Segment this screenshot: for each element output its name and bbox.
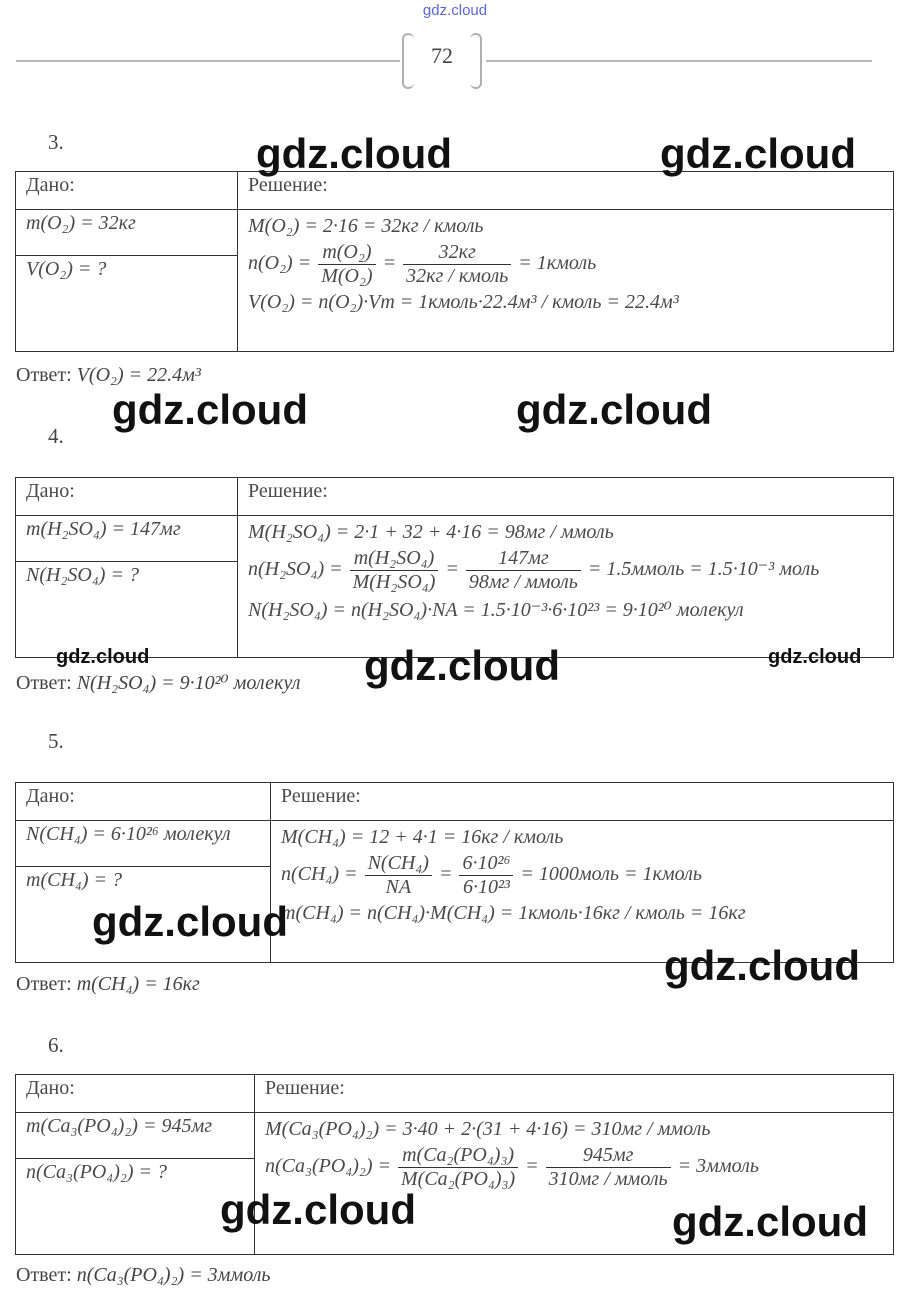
answer-line: Ответ: m(CH₄) = 16кг xyxy=(16,973,200,995)
solution-line: M(CH₄) = 12 + 4·1 = 16кг / кмоль xyxy=(281,826,564,848)
problem-number: 6. xyxy=(48,1033,64,1057)
unknown-value: N(H₂SO₄) = ? xyxy=(16,562,238,658)
site-logo: gdz.cloud xyxy=(422,2,488,19)
watermark: gdz.cloud xyxy=(660,130,856,177)
answer-line: Ответ: n(Ca₃(PO₄)₂) = 3ммоль xyxy=(16,1264,271,1286)
given-header: Дано: xyxy=(16,172,238,210)
solution-fraction-line: n(O₂) = $\frac{\text{m(O₂)}}{\text{M(O₂)}}$ = $\frac{32кг}{\text{32кг / кмоль}}$ = 1кмоль xyxy=(248,241,597,287)
solution-line: M(O₂) = 2·16 = 32кг / кмоль xyxy=(248,215,484,237)
unknown-value: n(Ca₃(PO₄)₂) = ? xyxy=(16,1159,255,1255)
header-rule-right xyxy=(486,60,872,62)
watermark: gdz.cloud xyxy=(112,386,308,433)
given-value: m(H₂SO₄) = 147мг xyxy=(16,516,238,562)
header-rule-left xyxy=(16,60,400,62)
solution-line: M(Ca₃(PO₄)₂) = 3·40 + 2·(31 + 4·16) = 310мг / ммоль xyxy=(265,1118,711,1140)
unknown-value: V(O₂) = ? xyxy=(16,256,238,352)
solution-header: Решение: xyxy=(271,783,894,821)
watermark: gdz.cloud xyxy=(220,1186,416,1233)
answer-line: Ответ: V(O₂) = 22.4м³ xyxy=(16,364,201,386)
watermark: gdz.cloud xyxy=(256,130,452,177)
given-header: Дано: xyxy=(16,478,238,516)
solution-body xyxy=(238,516,894,658)
given-value: m(O₂) = 32кг xyxy=(16,210,238,256)
watermark: gdz.cloud xyxy=(56,646,150,668)
watermark: gdz.cloud xyxy=(672,1198,868,1245)
solution-fraction-line: n(H₂SO₄) = $\frac{\text{m(H₂SO₄)}}{\text{M(H₂SO₄)}}$ = $\frac{147мг}{\text{98мг / ммоль}}$ = 1.5ммоль = 1.5·10⁻³ моль xyxy=(248,547,820,593)
answer-line: Ответ: N(H₂SO₄) = 9·10²⁰ молекул xyxy=(16,672,301,694)
unknown-value: m(CH₄) = ? xyxy=(16,867,271,963)
solution-header: Решение: xyxy=(238,172,894,210)
solution-body xyxy=(238,210,894,352)
problem-number: 5. xyxy=(48,729,64,753)
solution-line: M(H₂SO₄) = 2·1 + 32 + 4·16 = 98мг / ммоль xyxy=(248,521,614,543)
problem-table xyxy=(15,171,894,352)
solution-line: V(O₂) = n(O₂)·Vm = 1кмоль·22.4м³ / кмоль = 22.4м³ xyxy=(248,291,679,313)
problem-table xyxy=(15,477,894,658)
page-number: 72 xyxy=(431,43,453,68)
solution-header: Решение: xyxy=(255,1075,894,1113)
watermark: gdz.cloud xyxy=(768,646,862,668)
watermark: gdz.cloud xyxy=(364,642,560,689)
solution-fraction-line: n(CH₄) = $\frac{\text{N(CH₄)}}{NA}$ = $\frac{\text{6·10²⁶}}{\text{6·10²³}}$ = 1000моль = 1кмоль xyxy=(281,852,702,898)
page-number-box xyxy=(402,33,482,89)
given-value: m(Ca₃(PO₄)₂) = 945мг xyxy=(16,1113,255,1159)
solution-fraction-line: n(Ca₃(PO₄)₂) = $\frac{\text{m(Ca₂(PO₄)₃)}}{\text{M(Ca₂(PO₄)₃)}}$ = $\frac{945мг}{\text{310мг / ммоль}}$ = 3ммоль xyxy=(265,1144,760,1190)
problem-number: 3. xyxy=(48,130,64,154)
given-header: Дано: xyxy=(16,1075,255,1113)
solution-line: m(CH₄) = n(CH₄)·M(CH₄) = 1кмоль·16кг / кмоль = 16кг xyxy=(281,902,746,924)
solution-header: Решение: xyxy=(238,478,894,516)
given-value: N(CH₄) = 6·10²⁶ молекул xyxy=(16,821,271,867)
given-header: Дано: xyxy=(16,783,271,821)
watermark: gdz.cloud xyxy=(664,942,860,989)
watermark: gdz.cloud xyxy=(516,386,712,433)
watermark: gdz.cloud xyxy=(92,898,288,945)
problem-number: 4. xyxy=(48,424,64,448)
solution-line: N(H₂SO₄) = n(H₂SO₄)·NA = 1.5·10⁻³·6·10²³ = 9·10²⁰ молекул xyxy=(248,599,744,621)
